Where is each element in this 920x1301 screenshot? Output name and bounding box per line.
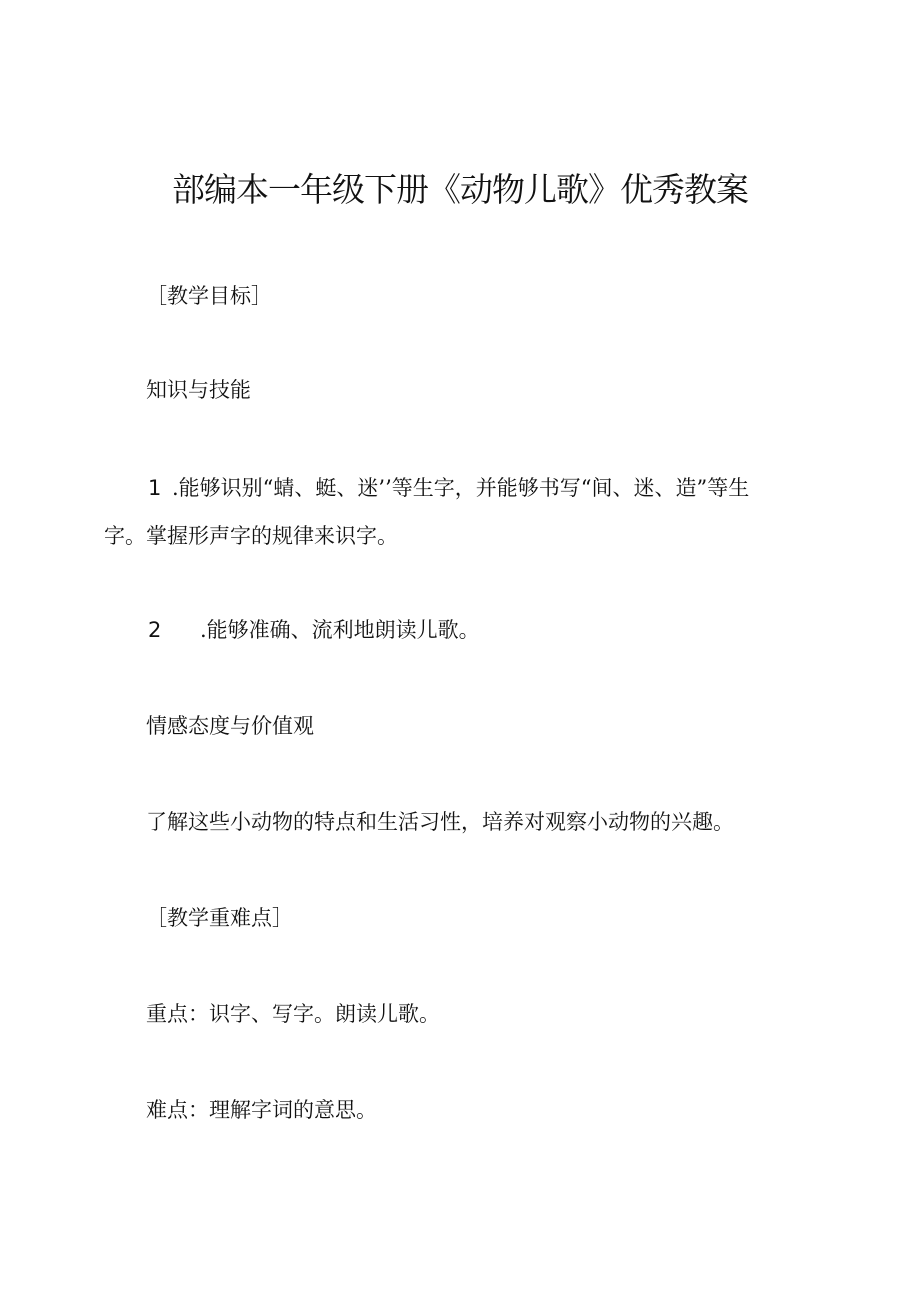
- difficult-point-text: 难点：理解字词的意思。: [146, 1098, 377, 1122]
- document-title: 部编本一年级下册《动物儿歌》优秀教案: [172, 170, 748, 209]
- goal-item-1-number: 1: [148, 476, 162, 500]
- goal-item-1-text: .能够识别“蜻、蜓、迷’’等生字，并能够书写“间、迷、造”等生: [172, 476, 750, 500]
- goal-item-1-line-2: 字。掌握形声字的规律来识字。: [104, 524, 398, 548]
- section-heading-key-difficult-points: ［教学重难点］: [146, 906, 293, 930]
- goal-item-2-number: 2: [148, 618, 162, 642]
- goal-item-2-text: .能够准确、流利地朗读儿歌。: [200, 618, 480, 642]
- subheading-knowledge-skills: 知识与技能: [146, 378, 251, 402]
- section-heading-teaching-goals: ［教学目标］: [146, 284, 272, 308]
- subheading-emotion-values: 情感态度与价值观: [146, 714, 314, 738]
- goal-item-2: [148, 616, 480, 644]
- key-point-text: 重点：识字、写字。朗读儿歌。: [146, 1002, 440, 1026]
- goal-item-1-line-1: [148, 474, 749, 502]
- emotion-values-text: 了解这些小动物的特点和生活习性，培养对观察小动物的兴趣。: [146, 810, 734, 834]
